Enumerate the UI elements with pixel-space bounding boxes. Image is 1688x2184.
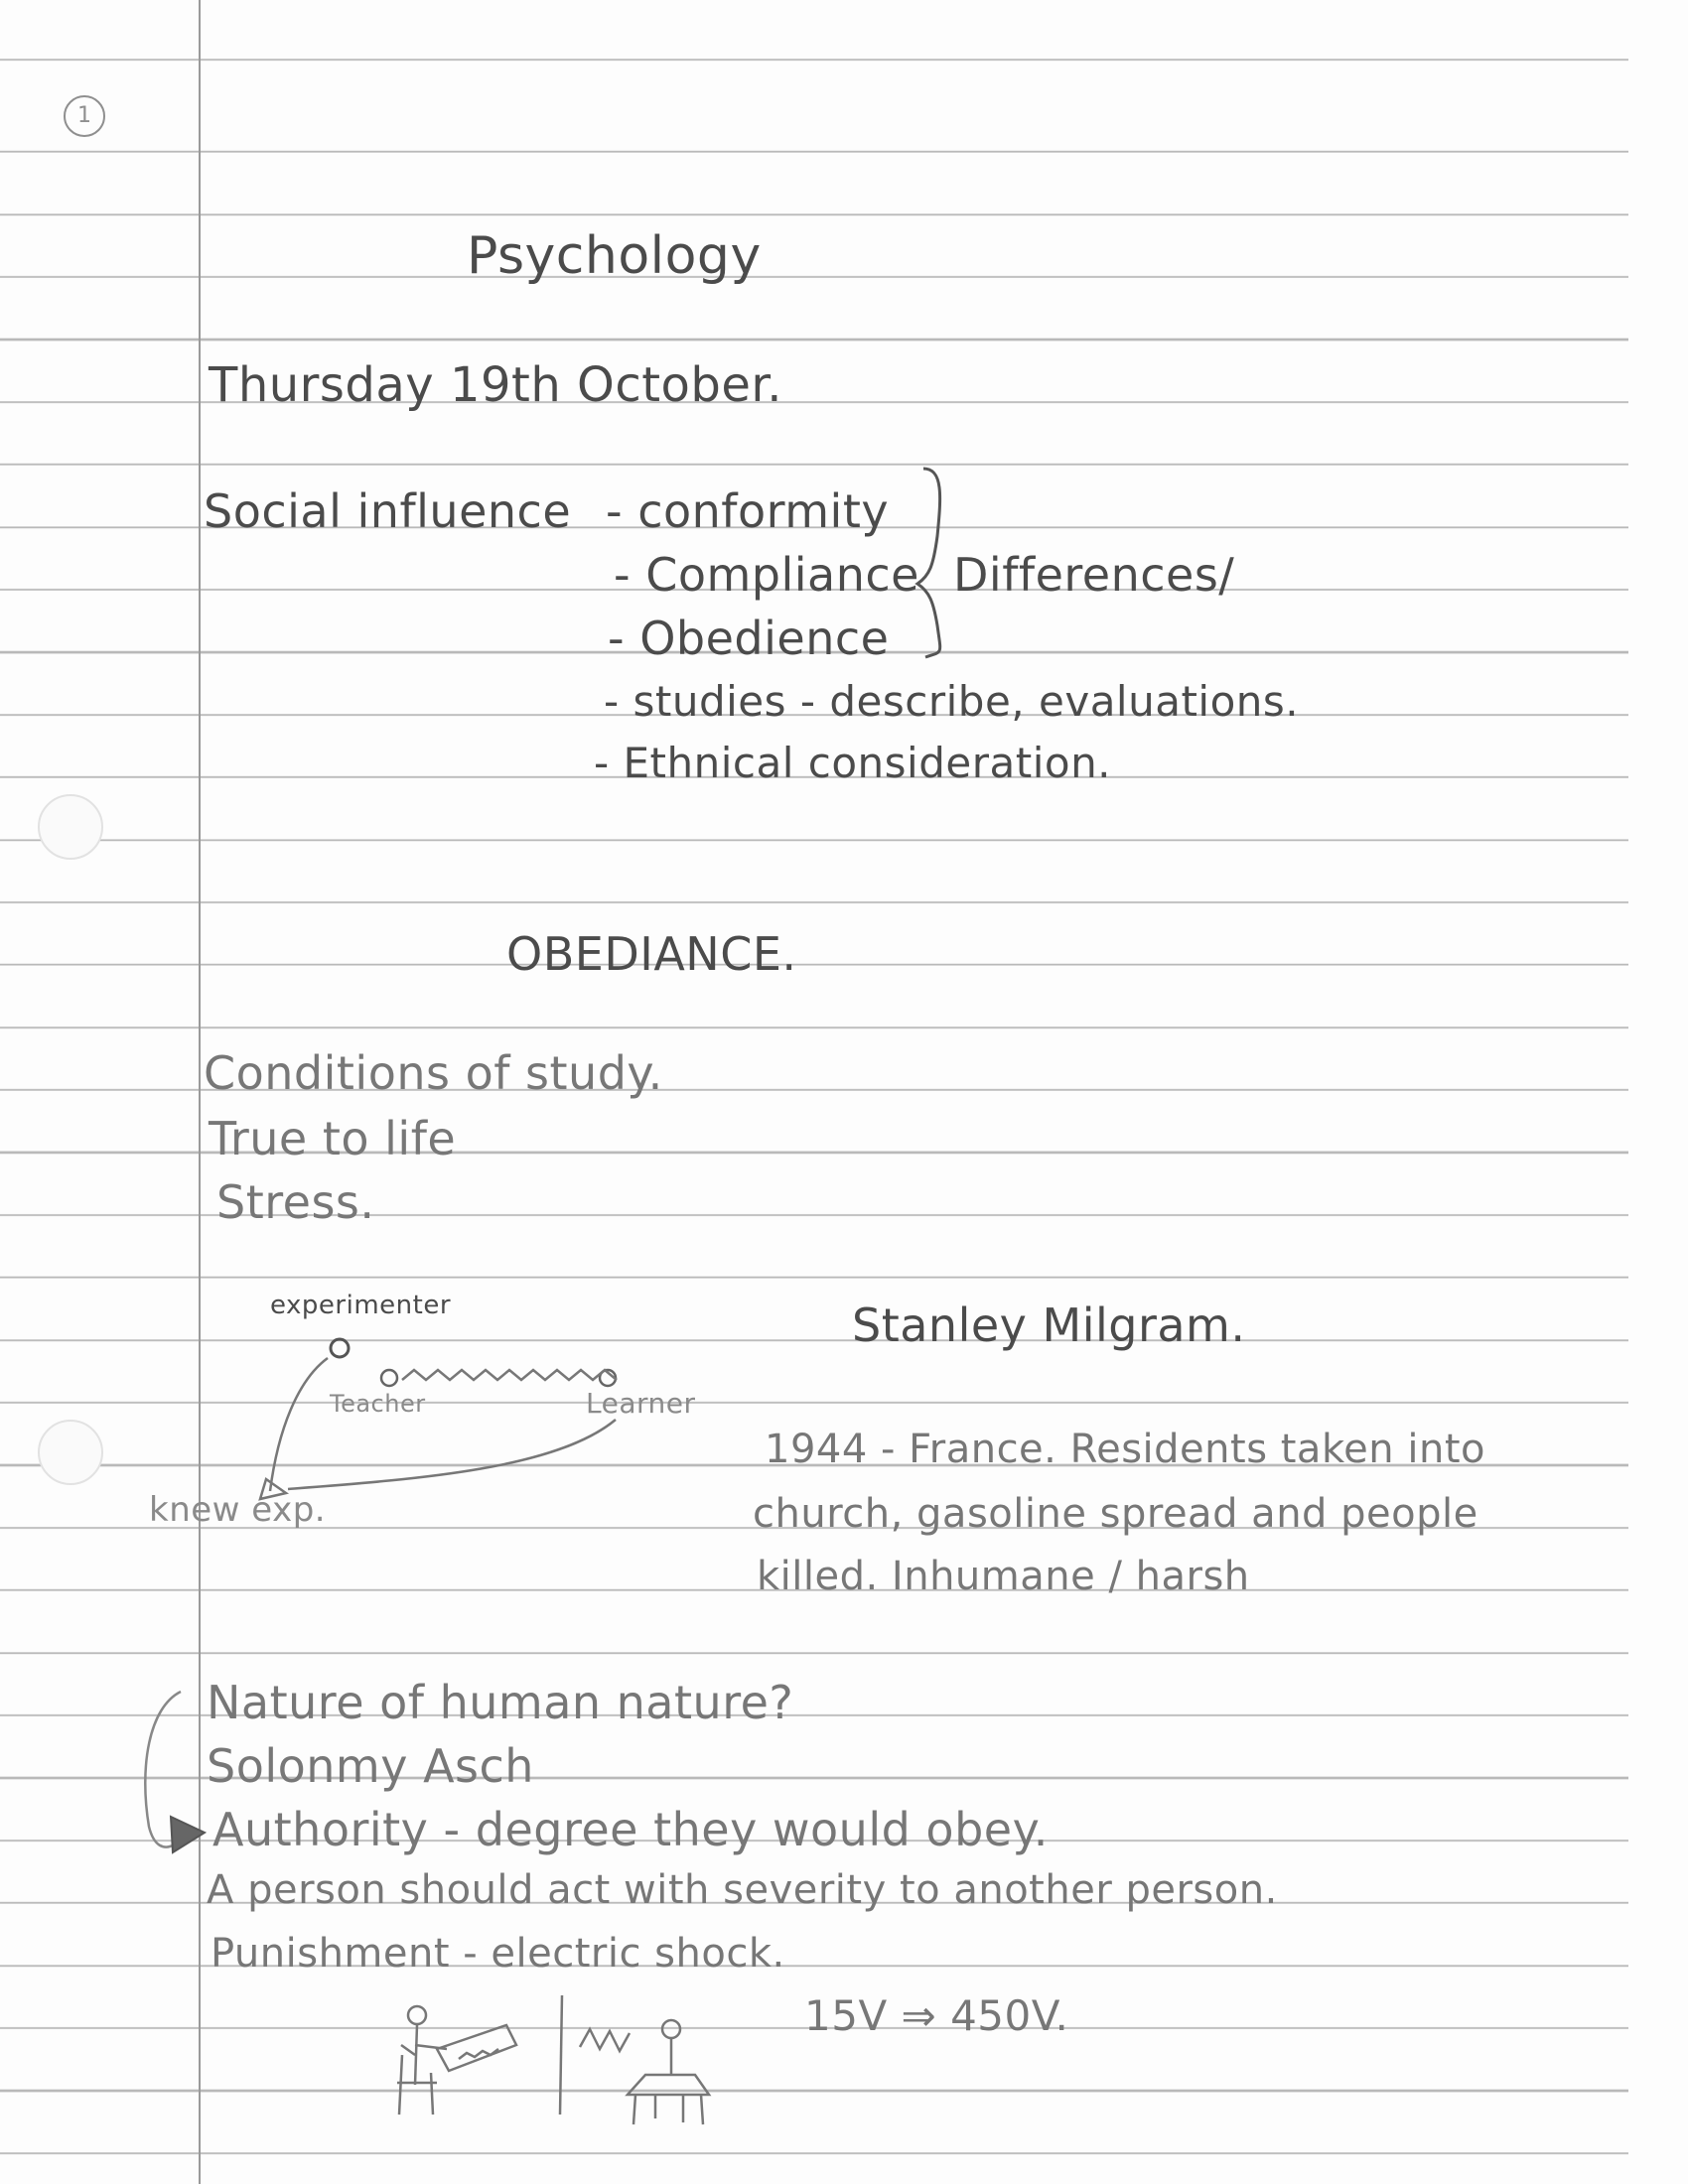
milgram-line: 1944 - France. Residents taken into [765,1427,1485,1472]
list-item: - Obedience [608,612,890,665]
diagram-experimenter-label: experimenter [270,1291,452,1320]
experimenter-arrow [270,1358,328,1491]
arrow-head [260,1479,286,1499]
milgram-name: Stanley Milgram. [852,1298,1246,1352]
learner-arrow [288,1420,616,1489]
curly-bracket [917,469,940,657]
list-item: - conformity [606,484,890,538]
milgram-line: killed. Inhumane / harsh [757,1554,1250,1599]
shock-sketch [397,1995,709,2124]
wire-zigzag [402,1370,617,1380]
note-line: A person should act with severity to another person. [207,1867,1278,1913]
note-line: Solonmy Asch [207,1739,534,1793]
page-title: Psychology [467,226,762,286]
condition-item: Conditions of study. [204,1046,663,1100]
condition-item: Stress. [216,1175,375,1229]
milgram-line: church, gasoline spread and people [753,1491,1478,1537]
note-line: Punishment - electric shock. [211,1931,785,1977]
teacher-circle [381,1370,397,1386]
social-influence-label: Social influence [204,484,572,538]
bullet-arrow-icon [171,1817,205,1852]
date: Thursday 19th October. [209,357,782,413]
section-heading: OBEDIANCE. [506,927,797,981]
diagram-note: knew exp. [149,1490,327,1530]
list-item: - Compliance [614,548,919,602]
experimenter-circle [331,1339,349,1357]
list-item: - Ethnical consideration. [594,739,1112,787]
note-line: Nature of human nature? [207,1676,794,1729]
diagram-learner-label: Learner [586,1387,696,1420]
voltage-note: 15V ⇒ 450V. [804,1991,1069,2040]
note-line: Authority - degree they would obey. [212,1803,1049,1856]
page-number: 1 [64,95,105,137]
condition-item: True to life [209,1112,457,1165]
diagram-teacher-label: Teacher [330,1390,426,1418]
bracket-note: Differences/ [953,548,1235,602]
list-item: - studies - describe, evaluations. [604,677,1300,726]
